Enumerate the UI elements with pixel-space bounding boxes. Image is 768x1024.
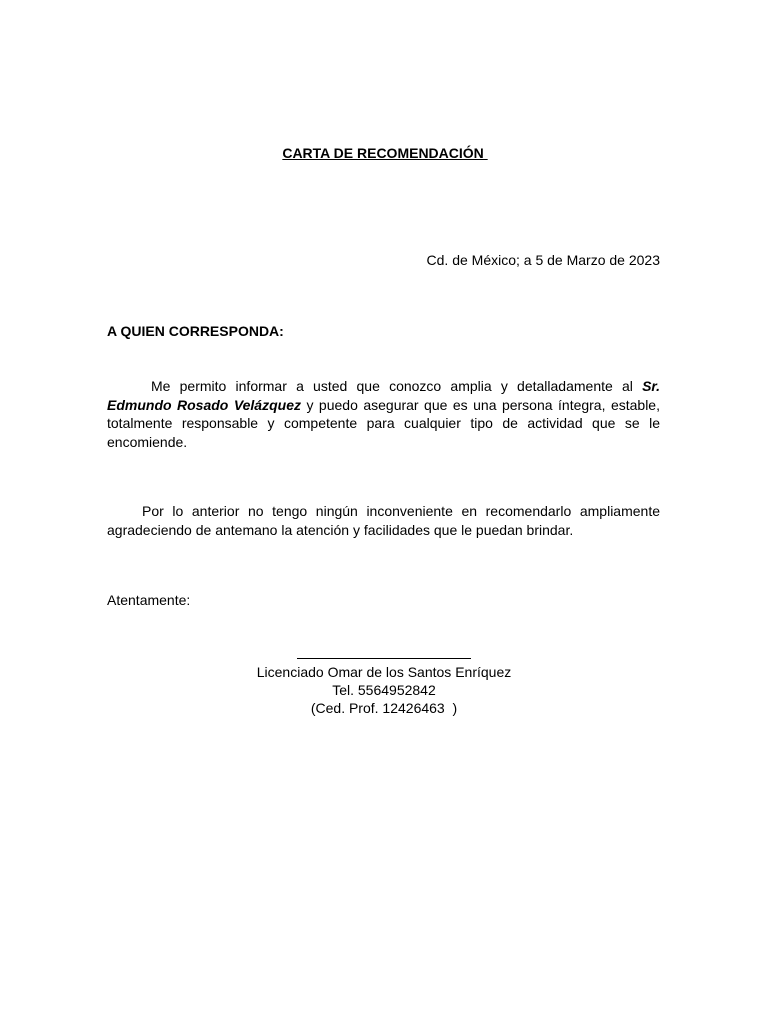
signer-cedula: (Ced. Prof. 12426463 ) <box>310 700 458 716</box>
closing-paragraph-text: Por lo anterior no tengo ningún inconveniente en recomendarlo ampliamente agradeciendo de antemano la atención y facilidades que le puedan brindar. <box>107 503 660 538</box>
paragraph-text-before-name: Me permito informar a usted que conozco amplia y detalladamente al <box>151 378 643 394</box>
signature-block <box>0 645 768 717</box>
signature-line <box>297 648 471 659</box>
signer-name: Licenciado Omar de los Santos Enríquez <box>256 664 512 680</box>
paragraph-text-after-name: y puedo asegurar que es una persona íntegra, estable, totalmente responsable y competente para cualquier tipo de actividad que se le encomiende. <box>107 396 660 450</box>
recommendation-paragraph <box>107 377 660 451</box>
recommended-person-name: Sr. Edmundo Rosado Velázquez <box>107 378 660 413</box>
closing-paragraph <box>107 502 660 539</box>
letter-title: CARTA DE RECOMENDACIÓN <box>282 145 488 161</box>
salutation: A QUIEN CORRESPONDA: <box>107 323 284 339</box>
closing-salutation: Atentamente: <box>107 592 191 608</box>
date-line: Cd. de México; a 5 de Marzo de 2023 <box>426 252 660 268</box>
signer-phone: Tel. 5564952842 <box>332 682 436 698</box>
